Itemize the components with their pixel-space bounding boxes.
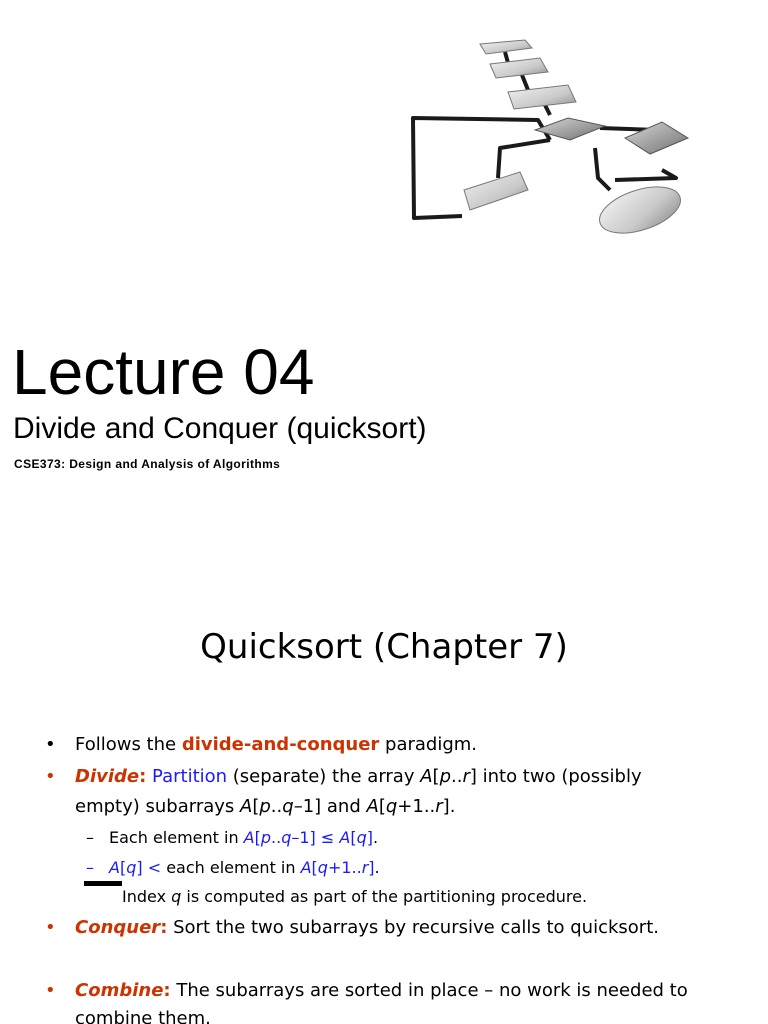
b2-l2e: ..	[270, 796, 283, 817]
b1-emphasis: divide-and-conquer	[181, 734, 380, 755]
b2-l2j: q	[385, 796, 398, 817]
partition-term: Partition	[152, 766, 228, 787]
bullet-divide-line2	[75, 792, 455, 822]
s1-post: .	[372, 828, 379, 847]
conquer-label: Conquer	[75, 917, 161, 938]
b2-l2h: A	[366, 796, 379, 817]
s1-g: A	[339, 828, 351, 847]
bullet-conquer	[45, 913, 659, 943]
s2-c: q	[126, 858, 137, 877]
combine-colon: :	[163, 980, 171, 1001]
b2-t7: r	[462, 766, 470, 787]
quicksort-slide	[0, 576, 768, 1024]
s1-h: [	[350, 828, 357, 847]
flowchart-shapes	[464, 40, 688, 242]
b1-pre: Follows the	[75, 734, 182, 755]
s3-post: is computed as part of the partitioning procedure.	[181, 887, 588, 906]
bullet-dot: •	[45, 766, 56, 787]
black-bar	[84, 881, 122, 886]
bullet-follows	[45, 730, 478, 760]
flowchart-icon	[400, 30, 700, 280]
s2-i: r	[361, 858, 369, 877]
divide-label: Divide	[75, 766, 140, 787]
b2-l2d: p	[259, 796, 271, 817]
combine-line2: combine them.	[75, 1008, 211, 1024]
b2-l2c: [	[252, 796, 260, 817]
s1-f: –1] ≤	[291, 828, 340, 847]
b2-l2a: empty) subarrays	[75, 796, 240, 817]
combine-line1: The subarrays are sorted in place – no work is needed to	[170, 980, 688, 1001]
sub-dash: –	[86, 858, 94, 877]
s2-b: [	[119, 858, 127, 877]
s3-q: q	[171, 887, 182, 906]
bullet-dot: •	[45, 734, 56, 755]
bullet-divide	[45, 762, 642, 792]
conquer-colon: :	[160, 917, 168, 938]
sub-bullet-right	[86, 853, 380, 883]
s1-d: ..	[271, 828, 282, 847]
b2-t2: (separate) the array	[227, 766, 421, 787]
s1-b: [	[254, 828, 261, 847]
s3-pre: Index	[122, 887, 172, 906]
s1-a: A	[243, 828, 255, 847]
index-note	[122, 882, 587, 912]
s2-e: A	[300, 858, 312, 877]
s2-g: q	[317, 858, 328, 877]
s2-mid: each element in	[166, 858, 301, 877]
s2-d: ] <	[136, 858, 167, 877]
s1-pre: Each element in	[109, 828, 244, 847]
b2-t5: p	[439, 766, 451, 787]
b2-t4: [	[432, 766, 440, 787]
b2-l2b: A	[240, 796, 253, 817]
s2-h: +1..	[327, 858, 362, 877]
s1-j: ]	[366, 828, 373, 847]
b2-l2i: [	[378, 796, 386, 817]
bullet-combine	[45, 976, 688, 1006]
bullet-dot: •	[45, 980, 56, 1001]
divide-colon: :	[139, 766, 147, 787]
s2-f: [	[311, 858, 318, 877]
bullet-dot: •	[45, 917, 56, 938]
combine-label: Combine	[75, 980, 164, 1001]
sub-bullet-left	[86, 823, 379, 853]
b2-t6: ..	[451, 766, 463, 787]
b2-l2g: –1] and	[293, 796, 367, 817]
sub-dash: –	[86, 828, 94, 847]
b2-l2l: r	[435, 796, 443, 817]
b2-l2f: q	[282, 796, 294, 817]
b2-t3: A	[420, 766, 433, 787]
course-name: CSE373: Design and Analysis of Algorithms	[14, 457, 281, 471]
s2-post: .	[374, 858, 380, 877]
conquer-text: Sort the two subarrays by recursive calls to quicksort.	[167, 917, 659, 938]
b2-l2k: +1..	[397, 796, 436, 817]
b2-t8: ] into two (possibly	[469, 766, 642, 787]
s2-j: ]	[368, 858, 375, 877]
slide-title: Quicksort (Chapter 7)	[200, 627, 568, 667]
s2-a: A	[109, 858, 120, 877]
bullet-combine-line2	[75, 1004, 211, 1024]
lecture-title: Lecture 04	[12, 336, 315, 408]
s1-e: q	[281, 828, 292, 847]
b2-l2m: ].	[442, 796, 456, 817]
s1-c: p	[260, 828, 272, 847]
lecture-subtitle: Divide and Conquer (quicksort)	[13, 412, 427, 445]
s1-i: q	[356, 828, 367, 847]
b1-post: paradigm.	[379, 734, 478, 755]
